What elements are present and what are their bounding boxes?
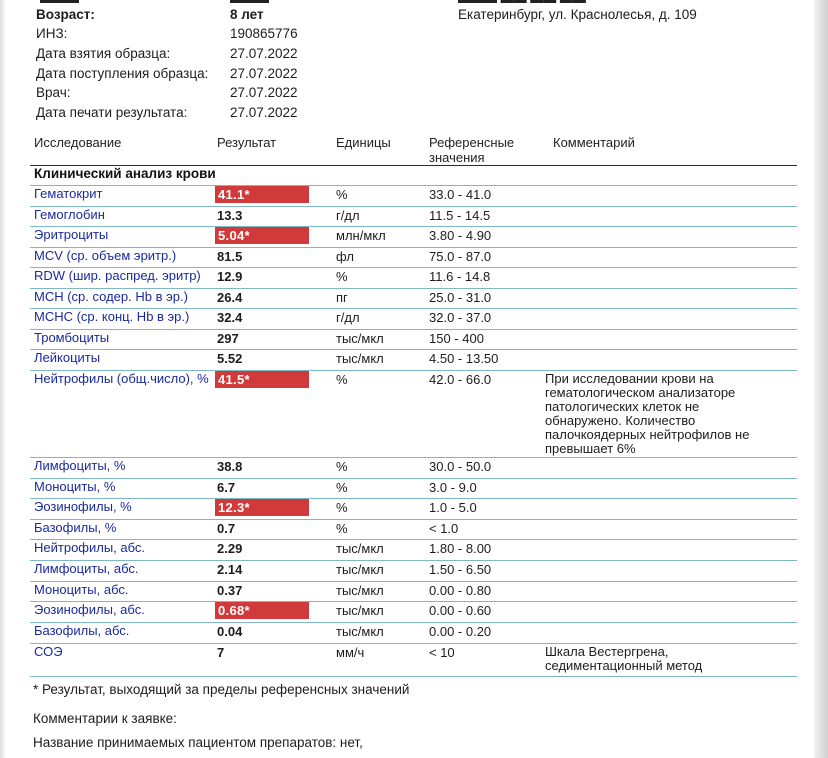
- table-row: [30, 539, 797, 560]
- result-unit: %: [336, 269, 348, 284]
- table-row: [30, 308, 797, 329]
- reference-range: < 1.0: [429, 521, 459, 536]
- reference-range: 33.0 - 41.0: [429, 187, 492, 202]
- table-row: [30, 643, 797, 676]
- footnote: * Результат, выходящий за пределы референсных значений: [33, 682, 410, 697]
- print-date-value: 27.07.2022: [230, 105, 298, 120]
- reference-range: 1.50 - 6.50: [429, 562, 492, 577]
- column-header-study: Исследование: [34, 135, 122, 150]
- reference-range: 0.00 - 0.20: [429, 624, 492, 639]
- test-name: MCHC (ср. конц. Hb в эр.): [34, 309, 190, 324]
- result-value: 38.8: [217, 459, 243, 474]
- lab-address: Екатеринбург, ул. Краснолесья, д. 109: [458, 7, 697, 22]
- reference-range: 150 - 400: [429, 331, 484, 346]
- result-unit: %: [336, 372, 348, 387]
- result-unit: тыс/мкл: [336, 541, 384, 556]
- reference-range: 1.0 - 5.0: [429, 500, 477, 515]
- reference-range: 3.0 - 9.0: [429, 480, 477, 495]
- test-name: Гемоглобин: [34, 207, 105, 222]
- reference-range: 42.0 - 66.0: [429, 372, 492, 387]
- test-name: Эозинофилы, абс.: [34, 602, 145, 617]
- test-name: Эозинофилы, %: [34, 499, 132, 514]
- test-name: Лейкоциты: [34, 350, 101, 365]
- test-name: MCV (ср. объем эритр.): [34, 248, 177, 263]
- result-value: 12.3*: [218, 500, 250, 515]
- table-row: [30, 288, 797, 308]
- test-name: RDW (шир. распред. эритр): [34, 268, 201, 283]
- test-name: Моноциты, %: [34, 479, 116, 494]
- test-name: Моноциты, абс.: [34, 582, 129, 597]
- result-unit: %: [336, 480, 348, 495]
- test-name: СОЭ: [34, 644, 63, 659]
- result-unit: тыс/мкл: [336, 562, 384, 577]
- result-unit: пг: [336, 290, 348, 305]
- result-value: 41.5*: [218, 372, 250, 387]
- column-header-result: Результат: [217, 135, 277, 150]
- result-unit: г/дл: [336, 208, 360, 223]
- table-row: [30, 185, 797, 206]
- clipped-text-fragment: [230, 0, 269, 6]
- result-value: 7: [217, 645, 225, 660]
- page-shadow-right: [814, 0, 828, 758]
- print-date-label: Дата печати результата:: [36, 105, 188, 120]
- result-value: 32.4: [217, 310, 243, 325]
- result-comment: Шкала Вестергрена, седиментационный метод: [545, 644, 703, 673]
- reference-range: 4.50 - 13.50: [429, 351, 499, 366]
- page-shadow-left: [0, 0, 6, 758]
- reference-range: 30.0 - 50.0: [429, 459, 492, 474]
- result-unit: г/дл: [336, 310, 360, 325]
- reference-range: 0.00 - 0.60: [429, 603, 492, 618]
- result-value: 2.14: [217, 562, 243, 577]
- abnormal-result-flag: [215, 602, 309, 619]
- table-row: [30, 560, 797, 581]
- result-value: 6.7: [217, 480, 236, 495]
- test-name: Нейтрофилы (общ.число), %: [34, 371, 209, 386]
- result-unit: %: [336, 459, 348, 474]
- table-row: [30, 601, 797, 622]
- table-row: [30, 206, 797, 226]
- test-name: Гематокрит: [34, 186, 103, 201]
- result-comment: При исследовании крови на гематологическом анализаторе патологических клеток не обнаружено. Количество палочкоядерных нейтрофилов не превышает 6%: [545, 371, 750, 456]
- table-row: [30, 581, 797, 601]
- result-value: 5.04*: [218, 228, 250, 243]
- result-value: 81.5: [217, 249, 243, 264]
- result-unit: тыс/мкл: [336, 624, 384, 639]
- result-value: 13.3: [217, 208, 243, 223]
- clipped-text-fragment: [40, 0, 79, 6]
- column-header-units: Единицы: [336, 135, 391, 150]
- table-row: [30, 226, 797, 247]
- sample-taken-value: 27.07.2022: [230, 46, 298, 61]
- test-name: Тромбоциты: [34, 330, 110, 345]
- table-row: [30, 478, 797, 498]
- result-value: 0.7: [217, 521, 236, 536]
- abnormal-result-flag: [215, 499, 309, 516]
- reference-range: 11.5 - 14.5: [429, 208, 491, 223]
- medications-note: Название принимаемых пациентом препаратов: нет,: [33, 735, 363, 750]
- result-value: 26.4: [217, 290, 243, 305]
- order-comments: Комментарии к заявке:: [33, 711, 177, 726]
- test-name: MCH (ср. содер. Hb в эр.): [34, 289, 188, 304]
- age-label: Возраст:: [36, 7, 95, 22]
- doctor-value: 27.07.2022: [230, 85, 298, 100]
- test-name: Базофилы, %: [34, 520, 117, 535]
- result-value: 0.37: [217, 583, 243, 598]
- column-header-reference: Референсные значения: [429, 135, 515, 165]
- result-unit: %: [336, 521, 348, 536]
- abnormal-result-flag: [215, 227, 309, 244]
- table-bottom-rule: [30, 676, 797, 677]
- doctor-label: Врач:: [36, 85, 71, 100]
- reference-range: 11.6 - 14.8: [429, 269, 491, 284]
- reference-range: 75.0 - 87.0: [429, 249, 492, 264]
- result-unit: тыс/мкл: [336, 583, 384, 598]
- age-value: 8 лет: [230, 7, 264, 22]
- result-value: 2.29: [217, 541, 243, 556]
- result-unit: тыс/мкл: [336, 351, 384, 366]
- table-row: [30, 329, 797, 349]
- result-unit: млн/мкл: [336, 228, 386, 243]
- result-value: 0.68*: [218, 603, 250, 618]
- result-unit: %: [336, 187, 348, 202]
- reference-range: 1.80 - 8.00: [429, 541, 492, 556]
- table-row: [30, 622, 797, 643]
- column-header-comment: Комментарий: [553, 135, 635, 150]
- result-value: 0.04: [217, 624, 243, 639]
- clipped-phone-fragment: [458, 0, 586, 6]
- result-unit: фл: [336, 249, 354, 264]
- test-name: Нейтрофилы, абс.: [34, 540, 146, 555]
- result-unit: мм/ч: [336, 645, 365, 660]
- result-value: 297: [217, 331, 239, 346]
- result-unit: %: [336, 500, 348, 515]
- table-row: [30, 349, 797, 370]
- table-row: [30, 498, 797, 519]
- table-row: [30, 457, 797, 478]
- inz-label: ИНЗ:: [36, 26, 68, 41]
- table-row: [30, 247, 797, 267]
- result-unit: тыс/мкл: [336, 331, 384, 346]
- abnormal-result-flag: [215, 371, 309, 388]
- sample-received-label: Дата поступления образца:: [36, 66, 209, 81]
- reference-range: 25.0 - 31.0: [429, 290, 492, 305]
- test-name: Эритроциты: [34, 227, 109, 242]
- test-name: Лимфоциты, абс.: [34, 561, 139, 576]
- result-value: 12.9: [217, 269, 243, 284]
- test-name: Лимфоциты, %: [34, 458, 126, 473]
- table-row: [30, 370, 797, 457]
- reference-range: 0.00 - 0.80: [429, 583, 492, 598]
- inz-value: 190865776: [230, 26, 298, 41]
- result-value: 41.1*: [218, 187, 250, 202]
- reference-range: < 10: [429, 645, 455, 660]
- table-row: [30, 267, 797, 288]
- test-name: Базофилы, абс.: [34, 623, 130, 638]
- sample-received-value: 27.07.2022: [230, 66, 298, 81]
- reference-range: 32.0 - 37.0: [429, 310, 492, 325]
- sample-taken-label: Дата взятия образца:: [36, 46, 171, 61]
- result-value: 5.52: [217, 351, 243, 366]
- reference-range: 3.80 - 4.90: [429, 228, 492, 243]
- result-unit: тыс/мкл: [336, 603, 384, 618]
- section-title: Клинический анализ крови: [34, 166, 216, 181]
- table-row: [30, 519, 797, 539]
- abnormal-result-flag: [215, 186, 309, 203]
